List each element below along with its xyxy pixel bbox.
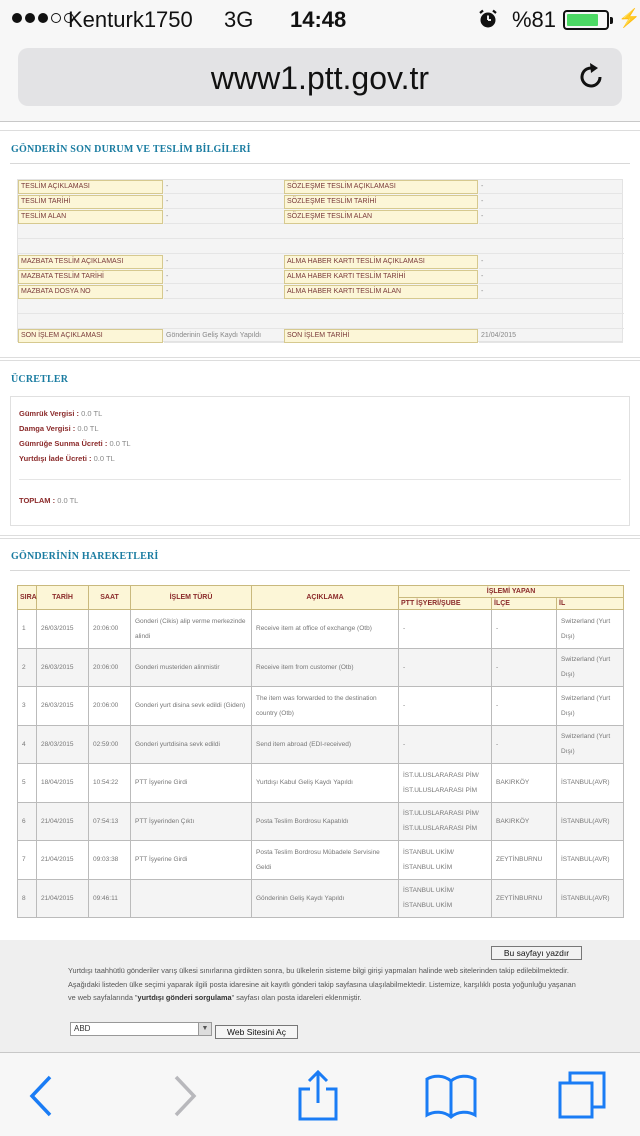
table-row [18, 841, 624, 880]
cell-ilce: BAKIRKÖY [492, 764, 557, 803]
cell-tarih: 18/04/2015 [37, 764, 89, 803]
value-mazbata-aciklamasi: - [164, 255, 284, 269]
cell-aciklama: Receive item from customer (Otb) [252, 648, 399, 687]
label-teslim-alan: TESLİM ALAN [18, 210, 163, 224]
value-sozlesme-tarihi: - [479, 195, 623, 209]
cell-saat: 09:46:11 [89, 879, 131, 918]
open-website-button[interactable]: Web Sitesini Aç [215, 1025, 298, 1039]
header-sube: PTT İŞYERİ/ŞUBE [399, 598, 492, 610]
label-mazbata-aciklamasi: MAZBATA TESLİM AÇIKLAMASI [18, 255, 163, 269]
cell-il: İSTANBUL(AVR) [557, 879, 624, 918]
label-alma-aciklamasi: ALMA HABER KARTI TESLİM AÇIKLAMASI [284, 255, 478, 269]
page-content [0, 122, 640, 1052]
fees-title: ÜCRETLER [11, 374, 69, 385]
cell-sube: - [399, 648, 492, 687]
forward-icon[interactable] [156, 1069, 210, 1123]
header-ilce: İLÇE [492, 598, 557, 610]
cell-sube: - [399, 687, 492, 726]
cell-sube: - [399, 610, 492, 649]
cell-islem: PTT İşyerine Girdi [131, 841, 252, 880]
cell-sira: 8 [18, 879, 37, 918]
value-sozlesme-alan: - [479, 210, 623, 224]
cell-ilce: - [492, 610, 557, 649]
cell-sira: 5 [18, 764, 37, 803]
cell-saat: 10:54:22 [89, 764, 131, 803]
value-son-islem-aciklamasi: Gönderinin Geliş Kaydı Yapıldı [164, 329, 284, 343]
cell-islem: Gonderi musteriden alinmistir [131, 648, 252, 687]
cell-sube: İST.ULUSLARARASI PİM/ İST.ULUSLARARASI PİM [399, 802, 492, 841]
label-mazbata-tarihi: MAZBATA TESLİM TARİHİ [18, 270, 163, 284]
header-islemi-yapan: İŞLEMİ YAPAN [399, 586, 624, 598]
cell-il: Switzerland (Yurt Dışı) [557, 648, 624, 687]
print-page-button[interactable]: Bu sayfayı yazdır [491, 946, 582, 960]
cell-tarih: 21/04/2015 [37, 802, 89, 841]
chevron-down-icon: ▼ [198, 1023, 211, 1035]
cell-ilce: - [492, 687, 557, 726]
cell-tarih: 26/03/2015 [37, 610, 89, 649]
cell-aciklama: Send item abroad (EDI-received) [252, 725, 399, 764]
cell-tarih: 21/04/2015 [37, 841, 89, 880]
cell-saat: 09:03:38 [89, 841, 131, 880]
back-icon[interactable] [16, 1069, 70, 1123]
table-row [18, 802, 624, 841]
cell-saat: 20:06:00 [89, 648, 131, 687]
label-sozlesme-tarihi: SÖZLEŞME TESLİM TARİHİ [284, 195, 478, 209]
label-teslim-aciklamasi: TESLİM AÇIKLAMASI [18, 180, 163, 194]
table-row [18, 687, 624, 726]
label-son-islem-tarihi: SON İŞLEM TARİHİ [284, 329, 478, 343]
share-icon[interactable] [291, 1069, 345, 1123]
fee-damga: Damga Vergisi : 0.0 TL [19, 424, 99, 433]
cell-il: Switzerland (Yurt Dışı) [557, 725, 624, 764]
label-teslim-tarihi: TESLİM TARİHİ [18, 195, 163, 209]
fee-yurtdisi-iade: Yurtdışı İade Ücreti : 0.0 TL [19, 454, 115, 463]
address-bar[interactable] [18, 48, 622, 106]
header-sira: SIRA [18, 586, 37, 610]
table-row [18, 725, 624, 764]
cell-aciklama: Posta Teslim Bordrosu Mübadele Servisine Geldi [252, 841, 399, 880]
label-son-islem-aciklamasi: SON İŞLEM AÇIKLAMASI [18, 329, 163, 343]
cell-islem [131, 879, 252, 918]
tabs-icon[interactable] [556, 1069, 610, 1123]
cell-islem: PTT İşyerine Girdi [131, 764, 252, 803]
label-mazbata-dosya: MAZBATA DOSYA NO [18, 285, 163, 299]
browser-address-area [0, 40, 640, 122]
label-alma-tarihi: ALMA HABER KARTI TESLİM TARİHİ [284, 270, 478, 284]
label-alma-alan: ALMA HABER KARTI TESLİM ALAN [284, 285, 478, 299]
cell-il: İSTANBUL(AVR) [557, 802, 624, 841]
movements-table [17, 585, 624, 918]
page-footer [0, 940, 640, 1052]
bookmarks-icon[interactable] [424, 1069, 478, 1123]
cell-ilce: BAKIRKÖY [492, 802, 557, 841]
cell-aciklama: Gönderinin Geliş Kaydı Yapıldı [252, 879, 399, 918]
cell-sira: 2 [18, 648, 37, 687]
clock: 14:48 [290, 7, 347, 32]
cell-aciklama: Yurtdışı Kabul Geliş Kaydı Yapıldı [252, 764, 399, 803]
cell-sube: İSTANBUL UKİM/ İSTANBUL UKİM [399, 841, 492, 880]
charging-icon: ⚡ [618, 8, 640, 28]
fee-gumruge-sunma: Gümrüğe Sunma Ücreti : 0.0 TL [19, 439, 131, 448]
fee-gumruk: Gümrük Vergisi : 0.0 TL [19, 409, 103, 418]
table-row [18, 648, 624, 687]
cell-sira: 1 [18, 610, 37, 649]
value-alma-aciklamasi: - [479, 255, 623, 269]
delivery-grid [17, 179, 623, 342]
url-text[interactable]: www1.ptt.gov.tr [210, 60, 430, 96]
header-saat: SAAT [89, 586, 131, 610]
cell-il: İSTANBUL(AVR) [557, 841, 624, 880]
label-sozlesme-aciklamasi: SÖZLEŞME TESLİM AÇIKLAMASI [284, 180, 478, 194]
status-bar [0, 0, 640, 40]
header-tarih: TARİH [37, 586, 89, 610]
header-islem-turu: İŞLEM TÜRÜ [131, 586, 252, 610]
value-alma-alan: - [479, 285, 623, 299]
cell-islem: PTT İşyerinden Çıktı [131, 802, 252, 841]
delivery-title: GÖNDERİN SON DURUM VE TESLİM BİLGİLERİ [11, 144, 251, 155]
cell-sube: İST.ULUSLARARASI PİM/ İST.ULUSLARARASI PİM [399, 764, 492, 803]
delivery-panel [0, 130, 640, 358]
browser-toolbar [0, 1052, 640, 1136]
cell-sira: 6 [18, 802, 37, 841]
cell-saat: 20:06:00 [89, 610, 131, 649]
cell-il: Switzerland (Yurt Dışı) [557, 610, 624, 649]
table-row [18, 764, 624, 803]
cell-sira: 4 [18, 725, 37, 764]
cell-saat: 20:06:00 [89, 687, 131, 726]
cell-tarih: 28/03/2015 [37, 725, 89, 764]
cell-ilce: ZEYTİNBURNU [492, 841, 557, 880]
header-aciklama: AÇIKLAMA [252, 586, 399, 610]
fees-panel [0, 360, 640, 536]
battery-percentage: %81 [512, 7, 557, 32]
carrier-name: Kenturk1750 [68, 7, 193, 32]
cell-saat: 07:54:13 [89, 802, 131, 841]
table-row [18, 879, 624, 918]
value-mazbata-dosya: - [164, 285, 284, 299]
cell-ilce: - [492, 648, 557, 687]
network-type: 3G [224, 7, 254, 32]
label-sozlesme-alan: SÖZLEŞME TESLİM ALAN [284, 210, 478, 224]
reload-icon[interactable] [576, 62, 606, 92]
cell-sira: 7 [18, 841, 37, 880]
movements-title: GÖNDERİNİN HAREKETLERİ [11, 551, 159, 562]
value-alma-tarihi: - [479, 270, 623, 284]
value-sozlesme-aciklamasi: - [479, 180, 623, 194]
cell-aciklama: Receive item at office of exchange (Otb) [252, 610, 399, 649]
value-teslim-tarihi: - [164, 195, 284, 209]
signal-strength-icon [12, 13, 74, 23]
cell-il: İSTANBUL(AVR) [557, 764, 624, 803]
cell-tarih: 26/03/2015 [37, 687, 89, 726]
cell-il: Switzerland (Yurt Dışı) [557, 687, 624, 726]
cell-sube: - [399, 725, 492, 764]
cell-sira: 3 [18, 687, 37, 726]
value-mazbata-tarihi: - [164, 270, 284, 284]
cell-tarih: 21/04/2015 [37, 879, 89, 918]
cell-islem: Gonderi (Cikis) alip verme merkezinde alindi [131, 610, 252, 649]
value-teslim-aciklamasi: - [164, 180, 284, 194]
cell-ilce: ZEYTİNBURNU [492, 879, 557, 918]
value-teslim-alan: - [164, 210, 284, 224]
value-son-islem-tarihi: 21/04/2015 [479, 329, 623, 343]
cell-ilce: - [492, 725, 557, 764]
cell-islem: Gonderi yurtdisina sevk edildi [131, 725, 252, 764]
cell-aciklama: The item was forwarded to the destination country (Otb) [252, 687, 399, 726]
fee-total: TOPLAM : 0.0 TL [19, 496, 79, 505]
cell-saat: 02:59:00 [89, 725, 131, 764]
alarm-icon [478, 9, 498, 29]
cell-tarih: 26/03/2015 [37, 648, 89, 687]
footer-info-text: Yurtdışı taahhütlü gönderiler varış ülkesi sınırlarına girdikten sonra, bu ülkelerin sisteme bilgi girişi yapmaları halinde web sitelerinden takip edilebilmektedir. Aşağıdaki listeden ülke seçimi yaparak ilgili posta idaresine ait kayıtlı gönderi takip sayfasına ulaşılabilmektedir. Listemize, karşılıklı posta yoğunluğu yaşanan ve web sayfalarında "yurtdışı gönderi sorgulama" sayfası olan posta idareleri eklenmiştir. [68, 966, 576, 1002]
cell-islem: Gonderi yurt disina sevk edildi (Giden) [131, 687, 252, 726]
movements-panel [0, 538, 640, 942]
fees-box [10, 396, 630, 526]
cell-aciklama: Posta Teslim Bordrosu Kapatıldı [252, 802, 399, 841]
country-select[interactable]: ABD ▼ [70, 1022, 212, 1036]
header-il: İL [557, 598, 624, 610]
table-row [18, 610, 624, 649]
cell-sube: İSTANBUL UKİM/ İSTANBUL UKİM [399, 879, 492, 918]
battery-icon [563, 10, 609, 30]
